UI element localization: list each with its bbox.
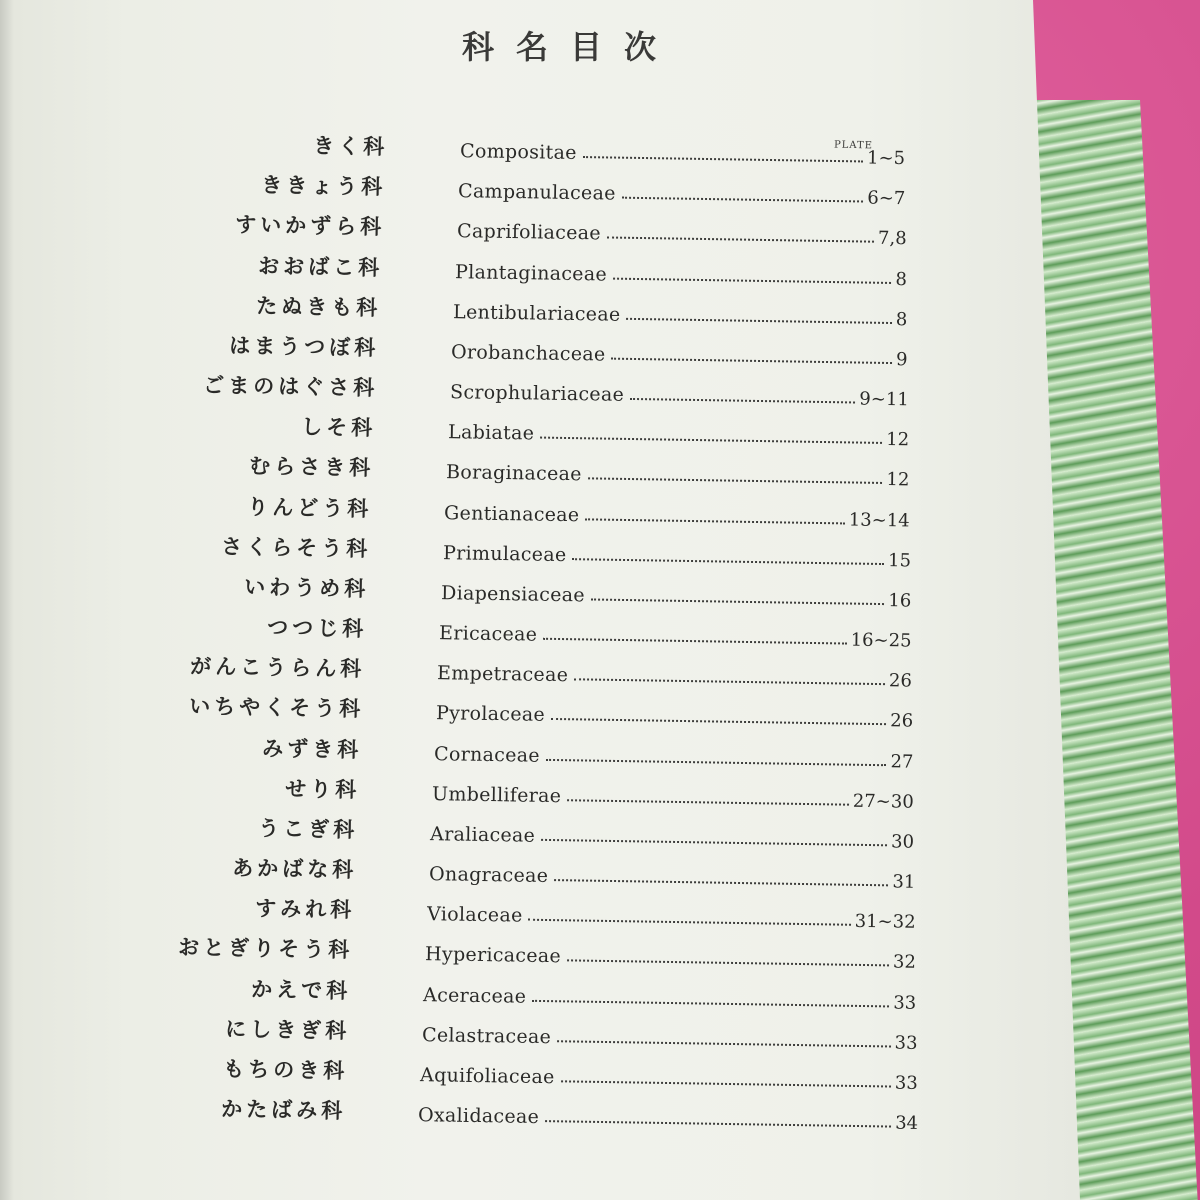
column-gap <box>358 844 430 845</box>
latin-family-name: Caprifoliaceae <box>456 220 601 245</box>
toc-row <box>189 329 908 370</box>
japanese-family-name: はまうつぼ科 <box>229 333 380 360</box>
latin-family-name: Aquifoliaceae <box>419 1063 555 1089</box>
dot-leader <box>630 398 855 404</box>
japanese-family-name: みずき科 <box>261 735 363 762</box>
plate-number: 31~32 <box>854 910 916 933</box>
latin-family-name: Celastraceae <box>421 1023 551 1048</box>
column-gap <box>348 1085 420 1086</box>
japanese-family-name: おおばこ科 <box>257 253 384 280</box>
toc-row <box>182 490 910 531</box>
plate-number: 27~30 <box>852 790 914 813</box>
japanese-family-name: すいかずら科 <box>234 212 385 240</box>
dot-leader <box>557 1040 890 1047</box>
dot-leader <box>606 237 873 243</box>
column-gap <box>384 241 456 242</box>
plate-number: 33 <box>893 992 917 1014</box>
toc-row <box>172 731 914 773</box>
latin-family-name: Araliaceae <box>430 822 536 847</box>
latin-family-name: Ericaceae <box>438 622 538 646</box>
latin-family-name: Scrophulariaceae <box>449 381 624 406</box>
page-title: 科名目次 <box>461 28 678 66</box>
plate-number: 27 <box>890 750 914 773</box>
latin-family-name: Compositae <box>459 140 577 164</box>
plate-number: 26 <box>889 710 913 732</box>
plate-number: 30 <box>891 831 915 853</box>
dot-leader <box>583 156 863 162</box>
dot-leader <box>622 197 864 203</box>
plate-column-label: PLATE <box>833 139 874 152</box>
japanese-family-name: つつじ科 <box>267 615 368 641</box>
column-gap <box>367 643 439 644</box>
dot-leader <box>567 799 849 805</box>
japanese-family-name: きく科 <box>313 133 389 159</box>
column-gap <box>362 763 434 764</box>
japanese-family-name: しそ科 <box>300 414 377 441</box>
toc-row <box>191 289 908 330</box>
latin-family-name: Umbelliferae <box>431 782 562 807</box>
toc-row <box>161 972 917 1014</box>
toc-row <box>195 208 907 249</box>
plate-number: 31 <box>891 871 915 893</box>
plate-number: 8 <box>895 308 908 330</box>
dot-leader <box>626 317 891 323</box>
japanese-family-name: ごまのはぐさ科 <box>202 373 378 400</box>
latin-family-name: Violaceae <box>426 903 523 927</box>
latin-family-name: Hypericaceae <box>424 943 562 968</box>
latin-family-name: Campanulaceae <box>458 180 617 205</box>
latin-family-name: Pyrolaceae <box>435 702 545 727</box>
dot-leader <box>543 638 846 645</box>
column-gap <box>346 1125 418 1126</box>
plate-number: 9 <box>896 348 908 371</box>
toc-row <box>163 931 916 973</box>
japanese-family-name: おとぎりそう科 <box>178 935 354 963</box>
latin-family-name: Diapensiaceae <box>440 581 585 607</box>
column-gap <box>369 603 441 604</box>
plate-number: 9~11 <box>858 388 909 411</box>
dot-leader <box>588 478 883 485</box>
dot-leader <box>545 1120 891 1127</box>
dot-leader <box>546 758 887 765</box>
toc-row <box>165 891 916 933</box>
column-gap <box>381 322 453 323</box>
plate-number: 6~7 <box>867 187 906 210</box>
japanese-family-name: いわうめ科 <box>243 574 370 601</box>
column-gap <box>360 804 432 805</box>
latin-family-name: Aceraceae <box>423 983 527 1008</box>
plate-number: 34 <box>895 1112 919 1134</box>
toc-row <box>158 1052 918 1094</box>
column-gap <box>356 884 428 885</box>
dot-leader <box>574 678 885 685</box>
japanese-family-name: もちのき科 <box>222 1056 349 1083</box>
japanese-family-name: りんどう科 <box>247 494 373 521</box>
column-gap <box>376 442 448 443</box>
column-gap <box>372 522 444 523</box>
dot-leader <box>550 718 885 725</box>
column-gap <box>386 201 458 202</box>
latin-family-name: Primulaceae <box>442 541 567 566</box>
column-gap <box>388 161 460 162</box>
column-gap <box>363 723 435 724</box>
toc-row <box>174 690 913 732</box>
dot-leader <box>613 277 892 283</box>
dot-leader <box>612 357 893 363</box>
plate-number: 13~14 <box>848 508 911 531</box>
dot-leader <box>540 437 882 444</box>
toc-row <box>179 570 912 611</box>
toc-row <box>193 249 907 290</box>
column-gap <box>355 924 427 925</box>
japanese-family-name: にしきぎ科 <box>224 1016 350 1043</box>
latin-family-name: Onagraceae <box>428 863 548 887</box>
japanese-family-name: かたばみ科 <box>221 1097 347 1123</box>
japanese-family-name: むらさき科 <box>249 454 375 481</box>
latin-family-name: Plantaginaceae <box>454 260 607 286</box>
plate-number: 15 <box>887 549 911 572</box>
plate-number: 33 <box>894 1072 918 1094</box>
latin-family-name: Oxalidaceae <box>417 1104 540 1129</box>
column-gap <box>370 563 442 564</box>
toc-row <box>177 610 912 652</box>
toc-row <box>160 1012 918 1054</box>
plate-number: 16 <box>887 589 912 612</box>
column-gap <box>379 362 451 363</box>
dot-leader <box>586 518 845 524</box>
latin-family-name: Cornaceae <box>433 742 540 767</box>
toc-row <box>196 168 906 209</box>
latin-family-name: Gentianaceae <box>444 501 580 526</box>
dot-leader <box>567 960 889 967</box>
column-gap <box>365 683 437 684</box>
column-gap <box>383 281 455 282</box>
japanese-family-name: いちやくそう科 <box>188 694 364 722</box>
plate-number: 8 <box>895 268 907 290</box>
column-gap <box>353 964 425 965</box>
latin-family-name: Orobanchaceae <box>451 340 606 366</box>
dot-leader <box>528 919 850 926</box>
toc-row <box>184 449 910 490</box>
column-gap <box>351 1004 423 1005</box>
plate-number: 26 <box>889 670 913 692</box>
dot-leader <box>541 839 887 846</box>
toc-row <box>188 369 909 410</box>
toc-row <box>186 409 909 450</box>
dot-leader <box>572 558 884 565</box>
latin-family-name: Empetraceae <box>437 662 569 687</box>
plate-number: 16~25 <box>850 629 912 652</box>
toc-row <box>198 128 905 169</box>
plate-number: 12 <box>886 469 910 491</box>
plate-number: 32 <box>892 951 917 974</box>
column-gap <box>349 1045 421 1046</box>
plate-number: 33 <box>893 1032 918 1054</box>
dot-leader <box>532 999 889 1007</box>
plate-number: 7,8 <box>877 228 907 250</box>
japanese-family-name: ききょう科 <box>261 173 387 200</box>
toc-row <box>170 771 914 813</box>
latin-family-name: Boraginaceae <box>445 461 582 486</box>
dot-leader <box>554 879 888 886</box>
japanese-family-name: さくらそう科 <box>220 534 371 561</box>
toc-row <box>156 1092 918 1134</box>
japanese-family-name: うこぎ科 <box>258 816 359 842</box>
japanese-family-name: かえで科 <box>251 976 352 1003</box>
latin-family-name: Lentibulariaceae <box>452 300 621 326</box>
japanese-family-name: せり科 <box>285 776 361 802</box>
toc-row <box>175 650 912 692</box>
column-gap <box>374 482 446 483</box>
japanese-family-name: すみれ科 <box>254 896 356 923</box>
toc-row <box>181 530 911 571</box>
dot-leader <box>560 1080 890 1087</box>
japanese-family-name: あかばな科 <box>231 856 357 882</box>
column-gap <box>377 402 449 403</box>
latin-family-name: Labiatae <box>447 421 535 445</box>
dot-leader <box>591 598 884 605</box>
toc-row <box>168 811 914 853</box>
japanese-family-name: がんこうらん科 <box>190 654 366 682</box>
japanese-family-name: たぬきも科 <box>256 293 382 320</box>
toc-row <box>167 851 916 893</box>
plate-number: 1~5 <box>866 147 906 170</box>
plate-number: 12 <box>885 429 910 451</box>
